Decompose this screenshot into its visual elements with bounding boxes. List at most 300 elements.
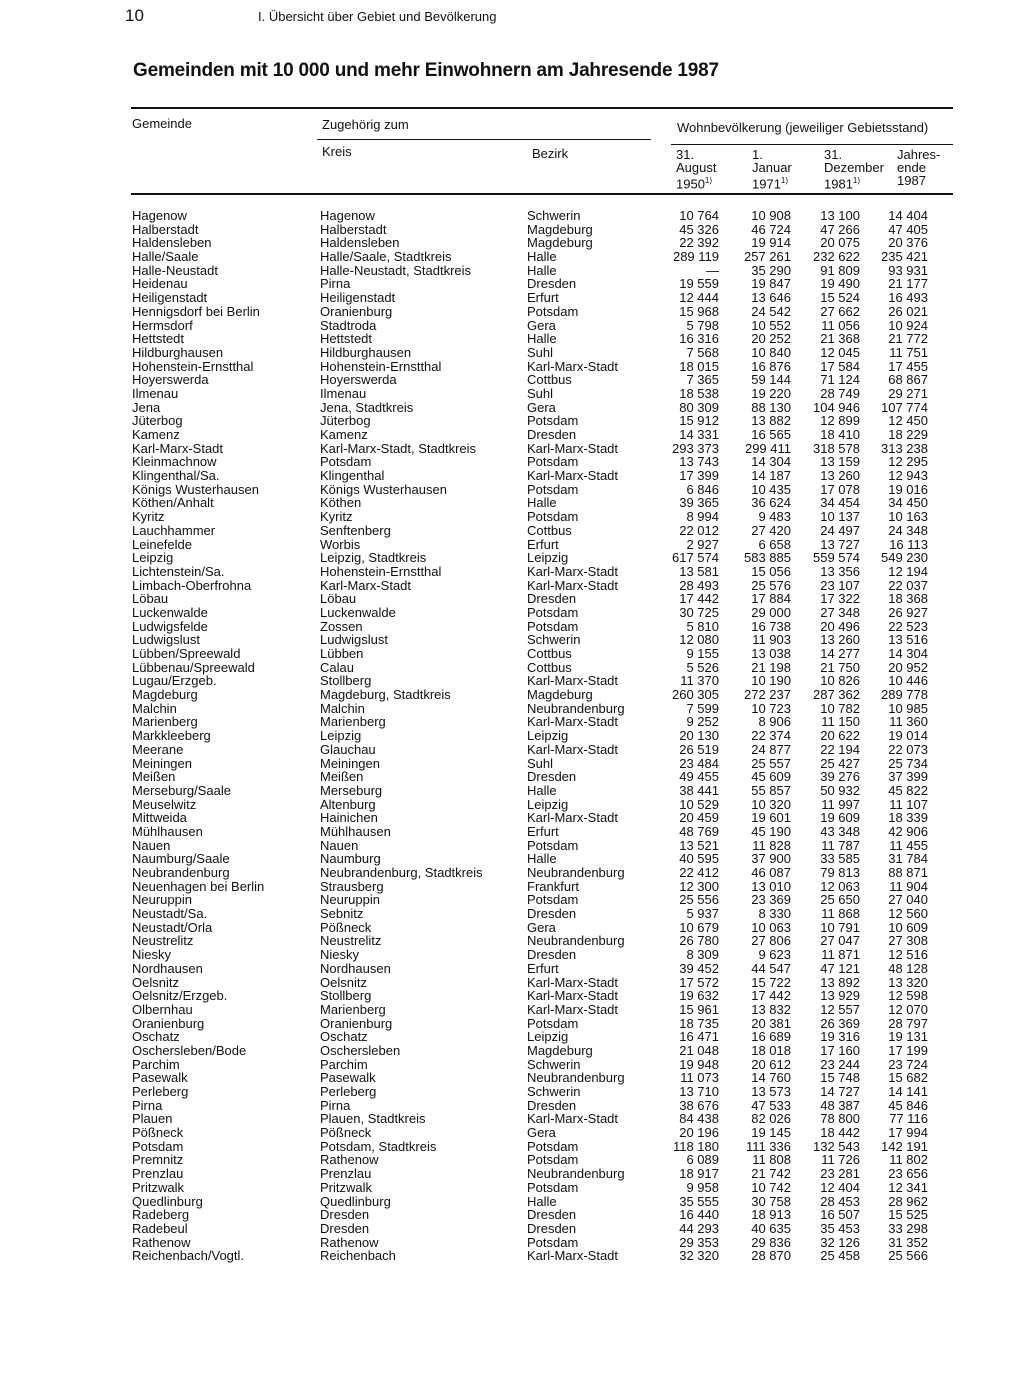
- value-1981-cell: 23 281: [820, 1166, 860, 1182]
- table-row: [0, 1085, 1024, 1099]
- kreis-cell: Kamenz: [320, 427, 368, 442]
- bezirk-cell: Potsdam: [527, 303, 579, 319]
- value-1987-cell: 10 924: [888, 317, 928, 333]
- bezirk-cell: Dresden: [527, 1220, 577, 1236]
- kreis-cell: Marienberg: [320, 1001, 386, 1017]
- col-header-1981: [824, 148, 884, 190]
- kreis-cell: Nordhausen: [320, 960, 391, 976]
- bezirk-cell: Erfurt: [527, 823, 559, 839]
- value-1971-cell: 9 623: [758, 947, 791, 963]
- table-row: [0, 729, 1024, 743]
- value-1971-cell: 22 374: [751, 728, 791, 744]
- table-row: [0, 976, 1024, 990]
- gemeinde-cell: Mühlhausen: [132, 823, 203, 839]
- value-1981-cell: 13 929: [820, 988, 860, 1004]
- value-1950-cell: 13 743: [679, 454, 719, 470]
- value-1981-cell: 78 800: [820, 1111, 860, 1127]
- gemeinde-cell: Markkleeberg: [132, 728, 211, 744]
- value-1950-cell: 8 309: [686, 947, 719, 963]
- bezirk-cell: Halle: [527, 495, 557, 511]
- value-1950-cell: 11 370: [680, 673, 719, 689]
- value-1950-cell: 38 441: [679, 782, 719, 798]
- gemeinde-cell: Neustadt/Sa.: [132, 906, 208, 922]
- value-1971-cell: 299 411: [744, 440, 791, 456]
- kreis-cell: Halle-Neustadt, Stadtkreis: [320, 262, 472, 278]
- value-1971-cell: 13 832: [751, 1001, 791, 1017]
- value-1981-cell: 10 782: [820, 700, 860, 716]
- value-1950-cell: 49 455: [679, 769, 719, 785]
- kreis-cell: Perleberg: [320, 1084, 377, 1099]
- value-1950-cell: 13 521: [679, 837, 719, 853]
- bezirk-cell: Dresden: [527, 591, 577, 607]
- table-body: [0, 209, 1024, 1263]
- value-1981-cell: 20 075: [820, 235, 860, 251]
- kreis-cell: Jüterbog: [320, 413, 371, 429]
- bezirk-cell: Neubrandenburg: [527, 865, 625, 880]
- table-row: [0, 319, 1024, 333]
- bezirk-cell: Karl-Marx-Stadt: [527, 1001, 619, 1017]
- value-1987-cell: 11 751: [889, 344, 928, 360]
- gemeinde-cell: Neustadt/Orla: [132, 919, 213, 935]
- table-row: [0, 1030, 1024, 1044]
- value-1987-cell: 289 778: [881, 687, 928, 703]
- value-1981-cell: 33 585: [820, 851, 860, 867]
- table-row: [0, 948, 1024, 962]
- kreis-cell: Calau: [320, 659, 354, 675]
- bezirk-cell: Potsdam: [527, 481, 579, 497]
- kreis-cell: Halberstadt: [320, 221, 387, 237]
- bezirk-cell: Karl-Marx-Stadt: [527, 673, 619, 689]
- table-row: [0, 866, 1024, 880]
- kreis-cell: Ilmenau: [320, 385, 367, 401]
- bezirk-cell: Dresden: [527, 1097, 577, 1113]
- value-1950-cell: 40 595: [679, 851, 719, 867]
- value-1950-cell: 15 968: [679, 303, 719, 319]
- table-row: [0, 811, 1024, 825]
- table-row: [0, 579, 1024, 593]
- table-row: [0, 1003, 1024, 1017]
- header-top-rule: [131, 107, 953, 109]
- value-1981-cell: 14 727: [820, 1084, 860, 1099]
- gemeinde-cell: Heiligenstadt: [132, 290, 208, 306]
- gemeinde-cell: Lugau/Erzgeb.: [132, 673, 217, 689]
- value-1950-cell: 14 331: [679, 427, 719, 442]
- value-1971-cell: 13 646: [751, 290, 791, 306]
- kreis-cell: Stadtroda: [320, 317, 377, 333]
- bezirk-cell: Potsdam: [527, 1015, 579, 1031]
- value-1971-cell: 20 252: [751, 331, 791, 347]
- value-1987-cell: 68 867: [888, 372, 928, 388]
- value-1981-cell: 14 277: [820, 646, 860, 661]
- kreis-cell: Heiligenstadt: [320, 290, 396, 306]
- table-row: [0, 305, 1024, 319]
- kreis-cell: Mühlhausen: [320, 823, 391, 839]
- value-1971-cell: 19 145: [751, 1125, 791, 1141]
- value-1981-cell: 17 584: [820, 358, 860, 374]
- value-1981-cell: 12 557: [820, 1001, 860, 1017]
- value-1950-cell: 15 912: [679, 413, 719, 429]
- gemeinde-cell: Neuenhagen bei Berlin: [132, 878, 265, 894]
- value-1987-cell: 11 455: [889, 837, 928, 853]
- value-1971-cell: 18 913: [751, 1207, 791, 1223]
- kreis-cell: Potsdam, Stadtkreis: [320, 1138, 437, 1154]
- value-1981-cell: 13 260: [820, 468, 860, 484]
- kreis-cell: Lübben: [320, 646, 364, 661]
- value-1987-cell: 20 376: [888, 235, 928, 251]
- value-1950-cell: 289 119: [672, 249, 719, 265]
- bezirk-cell: Potsdam: [527, 604, 579, 620]
- date-1981-day: 31.: [824, 147, 843, 162]
- value-1971-cell: 16 738: [751, 618, 791, 634]
- value-1987-cell: 12 341: [888, 1179, 928, 1195]
- kreis-cell: Leipzig, Stadtkreis: [320, 550, 427, 566]
- table-row: [0, 743, 1024, 757]
- value-1950-cell: 12 080: [679, 632, 719, 648]
- bezirk-cell: Cottbus: [527, 646, 572, 661]
- kreis-cell: Quedlinburg: [320, 1193, 391, 1209]
- value-1950-cell: 21 048: [679, 1042, 719, 1058]
- value-1981-cell: 25 458: [820, 1248, 860, 1264]
- bezirk-cell: Potsdam: [527, 1152, 579, 1168]
- value-1950-cell: 25 556: [679, 892, 719, 908]
- kreis-cell: Pirna: [320, 276, 351, 292]
- table-row: [0, 1249, 1024, 1263]
- value-1971-cell: 14 760: [751, 1070, 791, 1086]
- bezirk-cell: Karl-Marx-Stadt: [527, 714, 619, 730]
- value-1950-cell: 19 559: [679, 276, 719, 292]
- kreis-cell: Hoyerswerda: [320, 372, 397, 388]
- value-1981-cell: 15 524: [820, 290, 860, 306]
- table-row: [0, 647, 1024, 661]
- table-row: [0, 702, 1024, 716]
- value-1981-cell: 17 078: [820, 481, 860, 497]
- value-1981-cell: 16 507: [820, 1207, 860, 1223]
- bezirk-cell: Suhl: [527, 755, 554, 771]
- value-1971-cell: 583 885: [744, 550, 791, 566]
- table-row: [0, 757, 1024, 771]
- value-1950-cell: 18 015: [679, 358, 719, 374]
- table-row: [0, 1236, 1024, 1250]
- value-1971-cell: 10 840: [751, 344, 791, 360]
- gemeinde-cell: Naumburg/Saale: [132, 851, 230, 867]
- value-1950-cell: 35 555: [679, 1193, 719, 1209]
- table-row: [0, 538, 1024, 552]
- bezirk-cell: Potsdam: [527, 892, 579, 908]
- bezirk-cell: Magdeburg: [527, 687, 593, 703]
- value-1987-cell: 77 116: [889, 1111, 928, 1127]
- value-1971-cell: 29 836: [751, 1234, 791, 1250]
- value-1987-cell: 45 822: [888, 782, 928, 798]
- bezirk-cell: Potsdam: [527, 1234, 579, 1250]
- kreis-cell: Oelsnitz: [320, 974, 367, 990]
- value-1950-cell: 38 676: [679, 1097, 719, 1113]
- bezirk-cell: Magdeburg: [527, 235, 593, 251]
- gemeinde-cell: Perleberg: [132, 1084, 189, 1099]
- kreis-cell: Meißen: [320, 769, 364, 785]
- value-1971-cell: 11 903: [752, 632, 791, 648]
- value-1971-cell: 24 542: [751, 303, 791, 319]
- value-1987-cell: 11 107: [889, 796, 928, 812]
- bezirk-cell: Karl-Marx-Stadt: [527, 741, 619, 757]
- gemeinde-cell: Halle/Saale: [132, 249, 199, 265]
- table-row: [0, 1044, 1024, 1058]
- page-number: 10: [125, 6, 144, 25]
- value-1971-cell: 19 601: [751, 810, 791, 826]
- date-1987-l2: ende: [897, 160, 926, 175]
- value-1987-cell: 10 985: [888, 700, 928, 716]
- value-1987-cell: 33 298: [888, 1220, 928, 1236]
- table-row: [0, 784, 1024, 798]
- value-1981-cell: 79 813: [820, 865, 860, 880]
- date-1950-day: 31.: [676, 147, 695, 162]
- col-header-bezirk: Bezirk: [532, 146, 569, 161]
- value-1971-cell: 10 552: [751, 317, 791, 333]
- value-1971-cell: 272 237: [744, 687, 791, 703]
- kreis-cell: Reichenbach: [320, 1248, 396, 1264]
- table-row: [0, 1140, 1024, 1154]
- value-1987-cell: 10 163: [888, 509, 928, 525]
- value-1950-cell: 10 679: [679, 919, 719, 935]
- value-1950-cell: 5 937: [686, 906, 719, 922]
- value-1981-cell: 24 497: [820, 522, 860, 538]
- kreis-cell: Kyritz: [320, 509, 353, 525]
- value-1987-cell: 22 037: [888, 577, 928, 593]
- value-1981-cell: 35 453: [820, 1220, 860, 1236]
- value-1971-cell: 28 870: [751, 1248, 791, 1264]
- value-1971-cell: 21 198: [751, 659, 791, 675]
- value-1950-cell: 12 444: [679, 290, 719, 306]
- value-1981-cell: 19 490: [820, 276, 860, 292]
- bezirk-cell: Cottbus: [527, 522, 572, 538]
- value-1971-cell: 16 565: [751, 427, 791, 442]
- value-1987-cell: 25 566: [888, 1248, 928, 1264]
- gemeinde-cell: Halberstadt: [132, 221, 199, 237]
- gemeinde-cell: Hettstedt: [132, 331, 185, 347]
- kreis-cell: Karl-Marx-Stadt: [320, 577, 412, 593]
- value-1987-cell: 93 931: [888, 262, 928, 278]
- gemeinde-cell: Merseburg/Saale: [132, 782, 231, 798]
- value-1981-cell: 11 871: [821, 947, 860, 963]
- value-1971-cell: 45 190: [751, 823, 791, 839]
- bezirk-cell: Schwerin: [527, 1084, 581, 1099]
- value-1981-cell: 17 322: [820, 591, 860, 607]
- value-1987-cell: 16 113: [889, 536, 928, 552]
- value-1987-cell: 23 656: [888, 1166, 928, 1182]
- value-1987-cell: 10 609: [888, 919, 928, 935]
- bezirk-cell: Neubrandenburg: [527, 1166, 625, 1182]
- value-1981-cell: 39 276: [820, 769, 860, 785]
- bezirk-cell: Erfurt: [527, 960, 559, 976]
- bezirk-cell: Halle: [527, 331, 557, 347]
- table-row: [0, 907, 1024, 921]
- value-1981-cell: 11 056: [821, 317, 860, 333]
- gemeinde-cell: Ilmenau: [132, 385, 179, 401]
- col-header-kreis: Kreis: [322, 144, 352, 159]
- kreis-cell: Dresden: [320, 1207, 370, 1223]
- table-row: [0, 414, 1024, 428]
- value-1971-cell: 21 742: [751, 1166, 791, 1182]
- value-1950-cell: 8 994: [686, 509, 719, 525]
- gemeinde-cell: Prenzlau: [132, 1166, 184, 1182]
- value-1987-cell: 549 230: [881, 550, 928, 566]
- table-row: [0, 223, 1024, 237]
- value-1987-cell: 15 682: [888, 1070, 928, 1086]
- gemeinde-cell: Meißen: [132, 769, 176, 785]
- value-1981-cell: 18 410: [820, 427, 860, 442]
- gemeinde-cell: Plauen: [132, 1111, 173, 1127]
- value-1987-cell: 10 446: [888, 673, 928, 689]
- value-1981-cell: 47 266: [820, 221, 860, 237]
- bezirk-cell: Potsdam: [527, 618, 579, 634]
- value-1987-cell: 22 073: [888, 741, 928, 757]
- value-1981-cell: 11 150: [821, 714, 860, 730]
- value-1981-cell: 23 107: [820, 577, 860, 593]
- value-1987-cell: 107 774: [881, 399, 928, 415]
- value-1950-cell: 19 948: [679, 1056, 719, 1072]
- kreis-cell: Magdeburg, Stadtkreis: [320, 687, 451, 703]
- value-1971-cell: 35 290: [751, 262, 791, 278]
- date-1950-year: 1950$^{1)}$: [676, 176, 713, 192]
- value-1987-cell: 47 405: [888, 221, 928, 237]
- table-row: [0, 360, 1024, 374]
- bezirk-cell: Karl-Marx-Stadt: [527, 1111, 619, 1127]
- gemeinde-cell: Quedlinburg: [132, 1193, 203, 1209]
- bezirk-cell: Dresden: [527, 906, 577, 922]
- kreis-cell: Strausberg: [320, 878, 384, 894]
- table-row: [0, 1222, 1024, 1236]
- table-row: [0, 606, 1024, 620]
- value-1950-cell: 5 810: [686, 618, 719, 634]
- value-1950-cell: 12 300: [679, 878, 719, 894]
- value-1971-cell: 20 381: [751, 1015, 791, 1031]
- kreis-cell: Parchim: [320, 1056, 368, 1072]
- bezirk-cell: Neubrandenburg: [527, 1070, 625, 1086]
- gemeinde-cell: Königs Wusterhausen: [132, 481, 259, 497]
- value-1981-cell: 132 543: [813, 1138, 860, 1154]
- date-1950-month: August: [676, 160, 717, 175]
- value-1950-cell: 22 012: [679, 522, 719, 538]
- table-row: [0, 989, 1024, 1003]
- kreis-cell: Senftenberg: [320, 522, 391, 538]
- table-row: [0, 524, 1024, 538]
- bezirk-cell: Karl-Marx-Stadt: [527, 563, 619, 579]
- kreis-cell: Pirna: [320, 1097, 351, 1113]
- kreis-cell: Oschatz: [320, 1029, 368, 1045]
- gemeinde-cell: Pasewalk: [132, 1070, 188, 1086]
- value-1987-cell: 37 399: [888, 769, 928, 785]
- kreis-cell: Oschersleben: [320, 1042, 401, 1058]
- value-1981-cell: 11 787: [821, 837, 860, 853]
- value-1987-cell: 11 360: [889, 714, 928, 730]
- table-row: [0, 401, 1024, 415]
- bezirk-cell: Karl-Marx-Stadt: [527, 810, 619, 826]
- value-1950-cell: 16 471: [679, 1029, 719, 1045]
- value-1971-cell: 111 336: [745, 1138, 791, 1154]
- value-1950-cell: 2 927: [686, 536, 719, 552]
- value-1987-cell: 28 797: [888, 1015, 928, 1031]
- kreis-cell: Ludwigslust: [320, 632, 388, 648]
- gemeinde-cell: Ludwigslust: [132, 632, 200, 648]
- value-1971-cell: 25 557: [751, 755, 791, 771]
- value-1950-cell: 13 710: [679, 1084, 719, 1099]
- kreis-cell: Dresden: [320, 1220, 370, 1236]
- value-1987-cell: 13 516: [888, 632, 928, 648]
- gemeinde-cell: Leinefelde: [132, 536, 192, 552]
- kreis-cell: Luckenwalde: [320, 604, 396, 620]
- gemeinde-cell: Nordhausen: [132, 960, 203, 976]
- kreis-cell: Halle/Saale, Stadtkreis: [320, 249, 452, 265]
- value-1950-cell: 293 373: [672, 440, 719, 456]
- value-1971-cell: 46 087: [751, 865, 791, 880]
- value-1987-cell: 28 962: [888, 1193, 928, 1209]
- gemeinde-cell: Luckenwalde: [132, 604, 208, 620]
- value-1987-cell: 12 560: [888, 906, 928, 922]
- value-1987-cell: 25 734: [888, 755, 928, 771]
- value-1987-cell: 31 352: [888, 1234, 928, 1250]
- bezirk-cell: Leipzig: [527, 796, 569, 812]
- kreis-cell: Stollberg: [320, 673, 372, 689]
- table-row: [0, 715, 1024, 729]
- value-1971-cell: 18 018: [751, 1042, 791, 1058]
- value-1987-cell: 29 271: [888, 385, 928, 401]
- table-row: [0, 428, 1024, 442]
- value-1971-cell: 25 576: [751, 577, 791, 593]
- value-1981-cell: 287 362: [813, 687, 860, 703]
- bezirk-cell: Dresden: [527, 276, 577, 292]
- value-1981-cell: 12 063: [820, 878, 860, 894]
- bezirk-cell: Gera: [527, 399, 556, 415]
- value-1987-cell: 26 021: [888, 303, 928, 319]
- kreis-cell: Zossen: [320, 618, 363, 634]
- bezirk-cell: Suhl: [527, 385, 554, 401]
- value-1987-cell: 21 177: [888, 276, 928, 292]
- gemeinde-cell: Hagenow: [132, 208, 187, 223]
- value-1981-cell: 21 750: [820, 659, 860, 675]
- bezirk-cell: Leipzig: [527, 1029, 569, 1045]
- value-1950-cell: 17 572: [679, 974, 719, 990]
- table-row: [0, 510, 1024, 524]
- gemeinde-cell: Kamenz: [132, 427, 180, 442]
- value-1950-cell: 20 196: [679, 1125, 719, 1141]
- bezirk-cell: Karl-Marx-Stadt: [527, 988, 619, 1004]
- gemeinde-cell: Oranienburg: [132, 1015, 205, 1031]
- gemeinde-cell: Löbau: [132, 591, 169, 607]
- gemeinde-cell: Jena: [132, 399, 161, 415]
- value-1971-cell: 16 876: [751, 358, 791, 374]
- value-1950-cell: 26 780: [679, 933, 719, 949]
- table-row: [0, 469, 1024, 483]
- bezirk-cell: Halle: [527, 262, 557, 278]
- value-1981-cell: 12 404: [820, 1179, 860, 1195]
- value-1971-cell: 17 884: [751, 591, 791, 607]
- gemeinde-cell: Parchim: [132, 1056, 180, 1072]
- gemeinde-cell: Hohenstein-Ernstthal: [132, 358, 254, 374]
- value-1971-cell: 10 320: [751, 796, 791, 812]
- value-1987-cell: 14 404: [888, 208, 928, 223]
- bezirk-cell: Karl-Marx-Stadt: [527, 577, 619, 593]
- table-row: [0, 551, 1024, 565]
- value-1971-cell: 9 483: [758, 509, 791, 525]
- value-1971-cell: 82 026: [751, 1111, 791, 1127]
- value-1981-cell: 21 368: [820, 331, 860, 347]
- bezirk-cell: Potsdam: [527, 1138, 579, 1154]
- value-1981-cell: 12 045: [820, 344, 860, 360]
- bezirk-cell: Halle: [527, 1193, 557, 1209]
- value-1987-cell: 22 523: [888, 618, 928, 634]
- value-1987-cell: 19 016: [888, 481, 928, 497]
- col-header-1987: [897, 148, 940, 187]
- value-1981-cell: 12 899: [820, 413, 860, 429]
